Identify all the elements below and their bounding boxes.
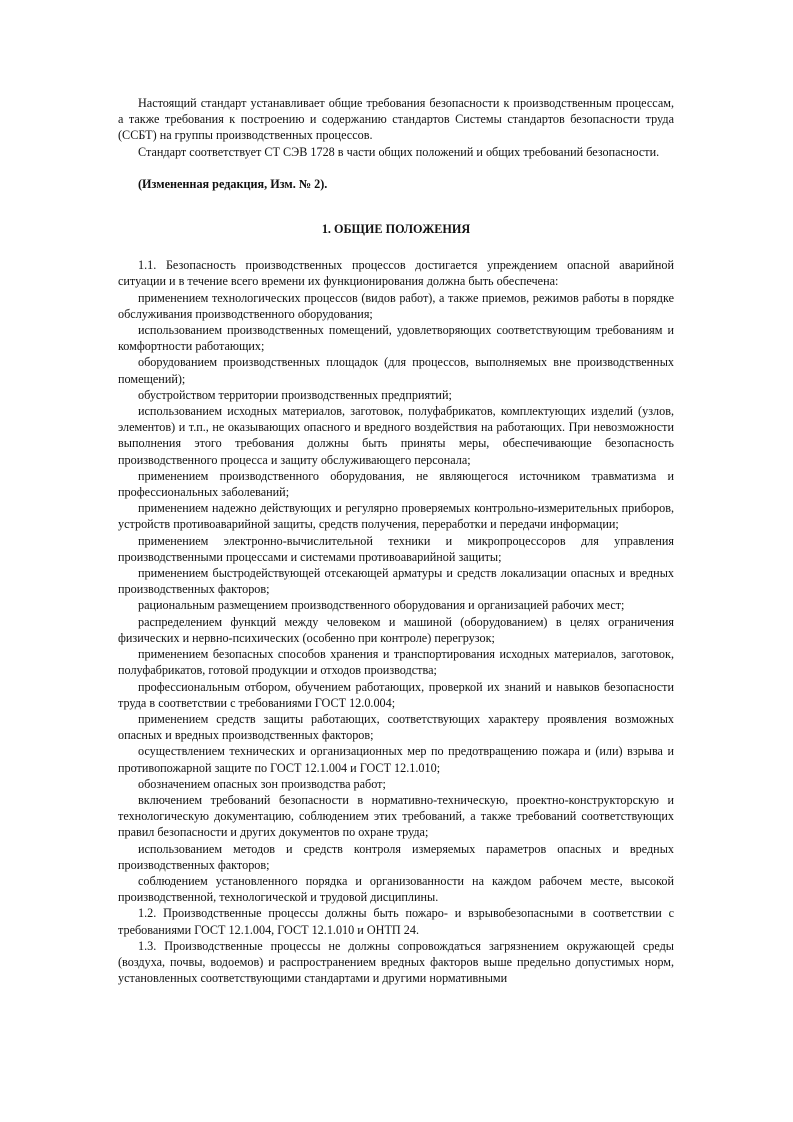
paragraph: рациональным размещением производственного оборудования и организацией рабочих мест; bbox=[138, 598, 625, 613]
paragraph: применением быстродействующей отсекающей арматуры и средств локализации опасных и вредных производственных факторов; bbox=[118, 566, 674, 597]
document-page bbox=[118, 95, 674, 986]
paragraph: обозначением опасных зон производства работ; bbox=[138, 776, 386, 791]
paragraph: использованием производственных помещений, удовлетворяющих соответствующим требованиям и комфортности работающих; bbox=[118, 323, 674, 354]
section-body bbox=[118, 257, 674, 986]
intro-paragraph: Стандарт соответствует СТ СЭВ 1728 в части общих положений и общих требований безопасности. bbox=[138, 144, 660, 159]
paragraph: применением безопасных способов хранения и транспортирования исходных материалов, заготовок, полуфабрикатов, готовой продукции и отходов производства; bbox=[118, 647, 674, 678]
paragraph: осуществлением технических и организационных мер по предотвращению пожара и (или) взрыва и противопожарной защите по ГОСТ 12.1.004 и ГОСТ 12.1.010; bbox=[118, 744, 674, 775]
paragraph: использованием исходных материалов, заготовок, полуфабрикатов, комплектующих изделий (узлов, элементов) и т.п., не оказывающих опасного и вредного воздействия на работающих. При невозможности выполнения этого требования должны быть приняты меры, обеспечивающие безопасность производственного процесса и защиту обслуживающего персонала; bbox=[118, 404, 674, 467]
paragraph: применением производственного оборудования, не являющегося источником травматизма и профессиональных заболеваний; bbox=[118, 468, 674, 500]
paragraph: применением средств защиты работающих, соответствующих характеру проявления возможных опасных и вредных производственных факторов; bbox=[118, 711, 674, 743]
section-heading: 1. ОБЩИЕ ПОЛОЖЕНИЯ bbox=[321, 222, 471, 237]
paragraph: распределением функций между человеком и машиной (оборудованием) в целях ограничения физических и нервно-психических (особенно при контроле) перегрузок; bbox=[118, 614, 674, 645]
paragraph: 1.3. Производственные процессы не должны сопровождаться загрязнением окружающей среды (воздуха, почвы, водоемов) и распространением вредных факторов выше предельно допустимых норм, установленных соответствующими стандартами и другими нормативными bbox=[118, 938, 674, 986]
paragraph: применением электронно-вычислительной техники и микропроцессоров для управления производственными процессами и системами противоаварийной защиты; bbox=[118, 533, 674, 564]
intro-paragraph: Настоящий стандарт устанавливает общие требования безопасности к производственным процессам, а также требования к построению и содержанию стандартов Системы стандартов безопасности труда (ССБТ) на группы производственных процессов. bbox=[118, 96, 674, 143]
paragraph: 1.2. Производственные процессы должны быть пожаро- и взрывобезопасными в соответствии с требованиями ГОСТ 12.1.004, ГОСТ 12.1.010 и ОНТП 24. bbox=[118, 906, 674, 937]
paragraph: соблюдением установленного порядка и организованности на каждом рабочем месте, высокой производственной, технологической и трудовой дисциплины. bbox=[118, 873, 674, 905]
paragraph: использованием методов и средств контроля измеряемых параметров опасных и вредных производственных факторов; bbox=[118, 841, 674, 872]
paragraph: оборудованием производственных площадок (для процессов, выполняемых вне производственных помещений); bbox=[118, 355, 674, 386]
paragraph: включением требований безопасности в нормативно-техническую, проектно-конструкторскую и технологическую документацию, соблюдением этих требований, а также требований соответствующих правил безопасности и других документов по охране труда; bbox=[118, 792, 674, 840]
paragraph: профессиональным отбором, обучением работающих, проверкой их знаний и навыков безопасности труда в соответствии с требованиями ГОСТ 12.0.004; bbox=[118, 679, 674, 710]
paragraph: обустройством территории производственных предприятий; bbox=[138, 387, 452, 402]
paragraph: применением технологических процессов (видов работ), а также приемов, режимов работы в порядке обслуживания производственного оборудования; bbox=[118, 290, 674, 321]
paragraph: применением надежно действующих и регулярно проверяемых контрольно-измерительных приборов, устройств противоаварийной защиты, средств получения, переработки и передачи информации; bbox=[118, 501, 674, 532]
edition-note: (Измененная редакция, Изм. № 2). bbox=[138, 176, 328, 191]
paragraph: 1.1. Безопасность производственных процессов достигается упреждением опасной аварийной ситуации и в течение всего времени их функционирования должна быть обеспечена: bbox=[118, 258, 674, 289]
